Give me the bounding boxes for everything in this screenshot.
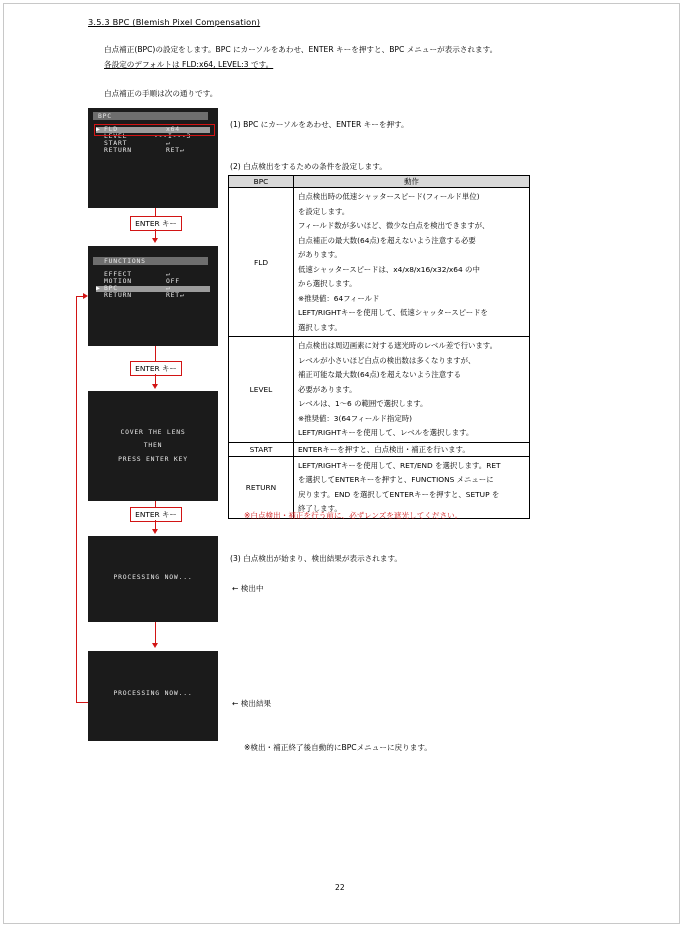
desc-line: LEFT/RIGHTキーを使用して、低速シャッタースピードを [298,308,488,317]
desc-line: レベルは、1～6 の範囲で選択します。 [298,399,428,408]
bpc-settings-table [228,175,530,519]
desc-line: 白点検出時の低速シャッタースピード(フィールド単位) [298,192,480,201]
row-name-return: RETURN [229,456,294,518]
page-number: 22 [335,883,345,892]
down-arrow-icon [152,238,158,243]
desc-line: 白点検出は周辺画素に対する遮光時のレベル差で行います。 [298,341,497,350]
connector-line [155,622,156,644]
procedure-intro: 白点補正の手順は次の通りです。 [104,89,218,98]
desc-line: フィールド数が多いほど、微少な白点を検出できますが、 [298,221,490,230]
highlight-box-fld [94,124,215,136]
table-row [229,188,530,337]
bpc-menu-title: BPC [98,112,112,120]
bpc-menu-screen [88,108,218,208]
cover-lens-line-3: PRESS ENTER KEY [118,455,188,463]
processing-screen-2 [88,651,218,741]
functions-menu-screen [88,246,218,346]
step-1-text: (1) BPC にカーソルをあわせ、ENTER キーを押す。 [230,120,409,129]
bpc-row-level-label: LEVEL [104,132,128,140]
row-desc-start [294,442,530,456]
desc-line: 低速シャッタースピードは、x4/x8/x16/x32/x64 の中 [298,264,480,274]
table-row [229,337,530,443]
enter-key-label-2: ENTER キー [130,361,182,376]
connector-line [155,208,156,216]
processing-text: PROCESSING NOW... [113,573,193,581]
table-header-bpc: BPC [229,176,294,188]
desc-line: を選択してENTERキーを押すと、FUNCTIONS メニューに [298,475,494,484]
warning-text: ※白点検出・補正を行う前に、必ずレンズを遮光してください。 [244,511,463,520]
step-2-text: (2) 白点検出をするための条件を設定します。 [230,162,387,171]
right-arrow-icon [83,293,88,299]
desc-line: LEFT/RIGHTキーを使用して、レベルを選択します。 [298,428,474,437]
desc-line: を設定します。 [298,206,350,216]
footnote-text: ※検出・補正終了後自動的にBPCメニューに戻ります。 [244,743,432,752]
functions-row-return-value: RET↵ [166,291,185,299]
desc-line: ※推奨値：3(64フィールド指定時) [298,413,413,423]
functions-menu-title: FUNCTIONS [104,257,146,265]
row-name-start: START [229,442,294,456]
processing-text: PROCESSING NOW... [113,689,193,697]
connector-line [155,346,156,361]
functions-row-motion-label: MOTION [104,277,132,285]
cover-lens-line-1: COVER THE LENS [120,428,186,436]
detecting-label: ← 検出中 [232,584,264,593]
bpc-row-fld-value: x64 [166,125,180,133]
desc-line: があります。 [298,250,342,259]
row-name-fld: FLD [229,188,294,337]
functions-row-effect-label: EFFECT [104,270,132,278]
row-desc-return [294,456,530,518]
step-3-text: (3) 白点検出が始まり、検出結果が表示されます。 [230,554,403,563]
down-arrow-icon [152,384,158,389]
desc-line: 戻ります。END を選択してENTERキーを押すと、SETUP を [298,489,500,499]
return-loop-line [76,296,77,703]
desc-line: から選択します。 [298,279,357,288]
functions-row-effect-value: ↵ [166,270,171,278]
desc-line: 白点補正の最大数(64点)を超えないよう注意する必要 [298,235,476,245]
bpc-row-start-value: ↵ [166,139,171,147]
row-name-level: LEVEL [229,337,294,443]
bpc-row-start-label: START [104,139,128,147]
section-heading: 3.5.3 BPC (Blemish Pixel Compensation) [88,17,261,27]
default-settings-text: 各設定のデフォルトは FLD:x64, LEVEL:3 です。 [104,60,274,69]
bpc-row-level-value: ---I---3 [154,132,192,140]
enter-key-label-3: ENTER キー [130,507,182,522]
desc-line: レベルが小さいほど白点の検出数は多くなりますが、 [298,355,476,365]
down-arrow-icon [152,529,158,534]
processing-screen-1 [88,536,218,622]
return-loop-line [76,702,88,703]
cover-lens-line-2: THEN [143,441,163,449]
intro-text: 白点補正(BPC)の設定をします。BPC にカーソルをあわせ、ENTER キーを押すと、BPC メニューが表示されます。 [104,45,498,54]
functions-row-bpc-label: BPC [104,284,118,292]
menu-cursor: ▶ [96,125,101,133]
functions-row-return-label: RETURN [104,291,132,299]
bpc-row-return-label: RETURN [104,146,132,154]
table-row [229,442,530,456]
menu-cursor: ▶ [96,284,101,292]
cover-lens-screen [88,391,218,501]
functions-row-motion-value: OFF [166,277,180,285]
desc-line: 終了します。 [298,504,342,513]
row-desc-level [294,337,530,443]
table-row [229,456,530,518]
desc-line: ※推奨値：64フィールド [298,293,380,303]
bpc-row-return-value: RET↵ [166,146,185,154]
desc-line: 必要があります。 [298,384,357,394]
desc-line: ENTERキーを押すと、白点検出・補正を行います。 [298,444,470,454]
bpc-row-fld-label: FLD [104,125,118,133]
desc-line: 選択します。 [298,322,342,332]
result-label: ← 検出結果 [232,699,272,708]
enter-key-label-1: ENTER キー [130,216,182,231]
functions-row-bpc-value: ↵ [166,284,171,292]
table-header-action: 動作 [294,176,530,188]
desc-line: LEFT/RIGHTキーを使用して、RET/END を選択します。RET [298,460,501,470]
desc-line: 補正可能な最大数(64点)を超えないよう注意する [298,370,461,379]
row-desc-fld [294,188,530,337]
down-arrow-icon [152,643,158,648]
